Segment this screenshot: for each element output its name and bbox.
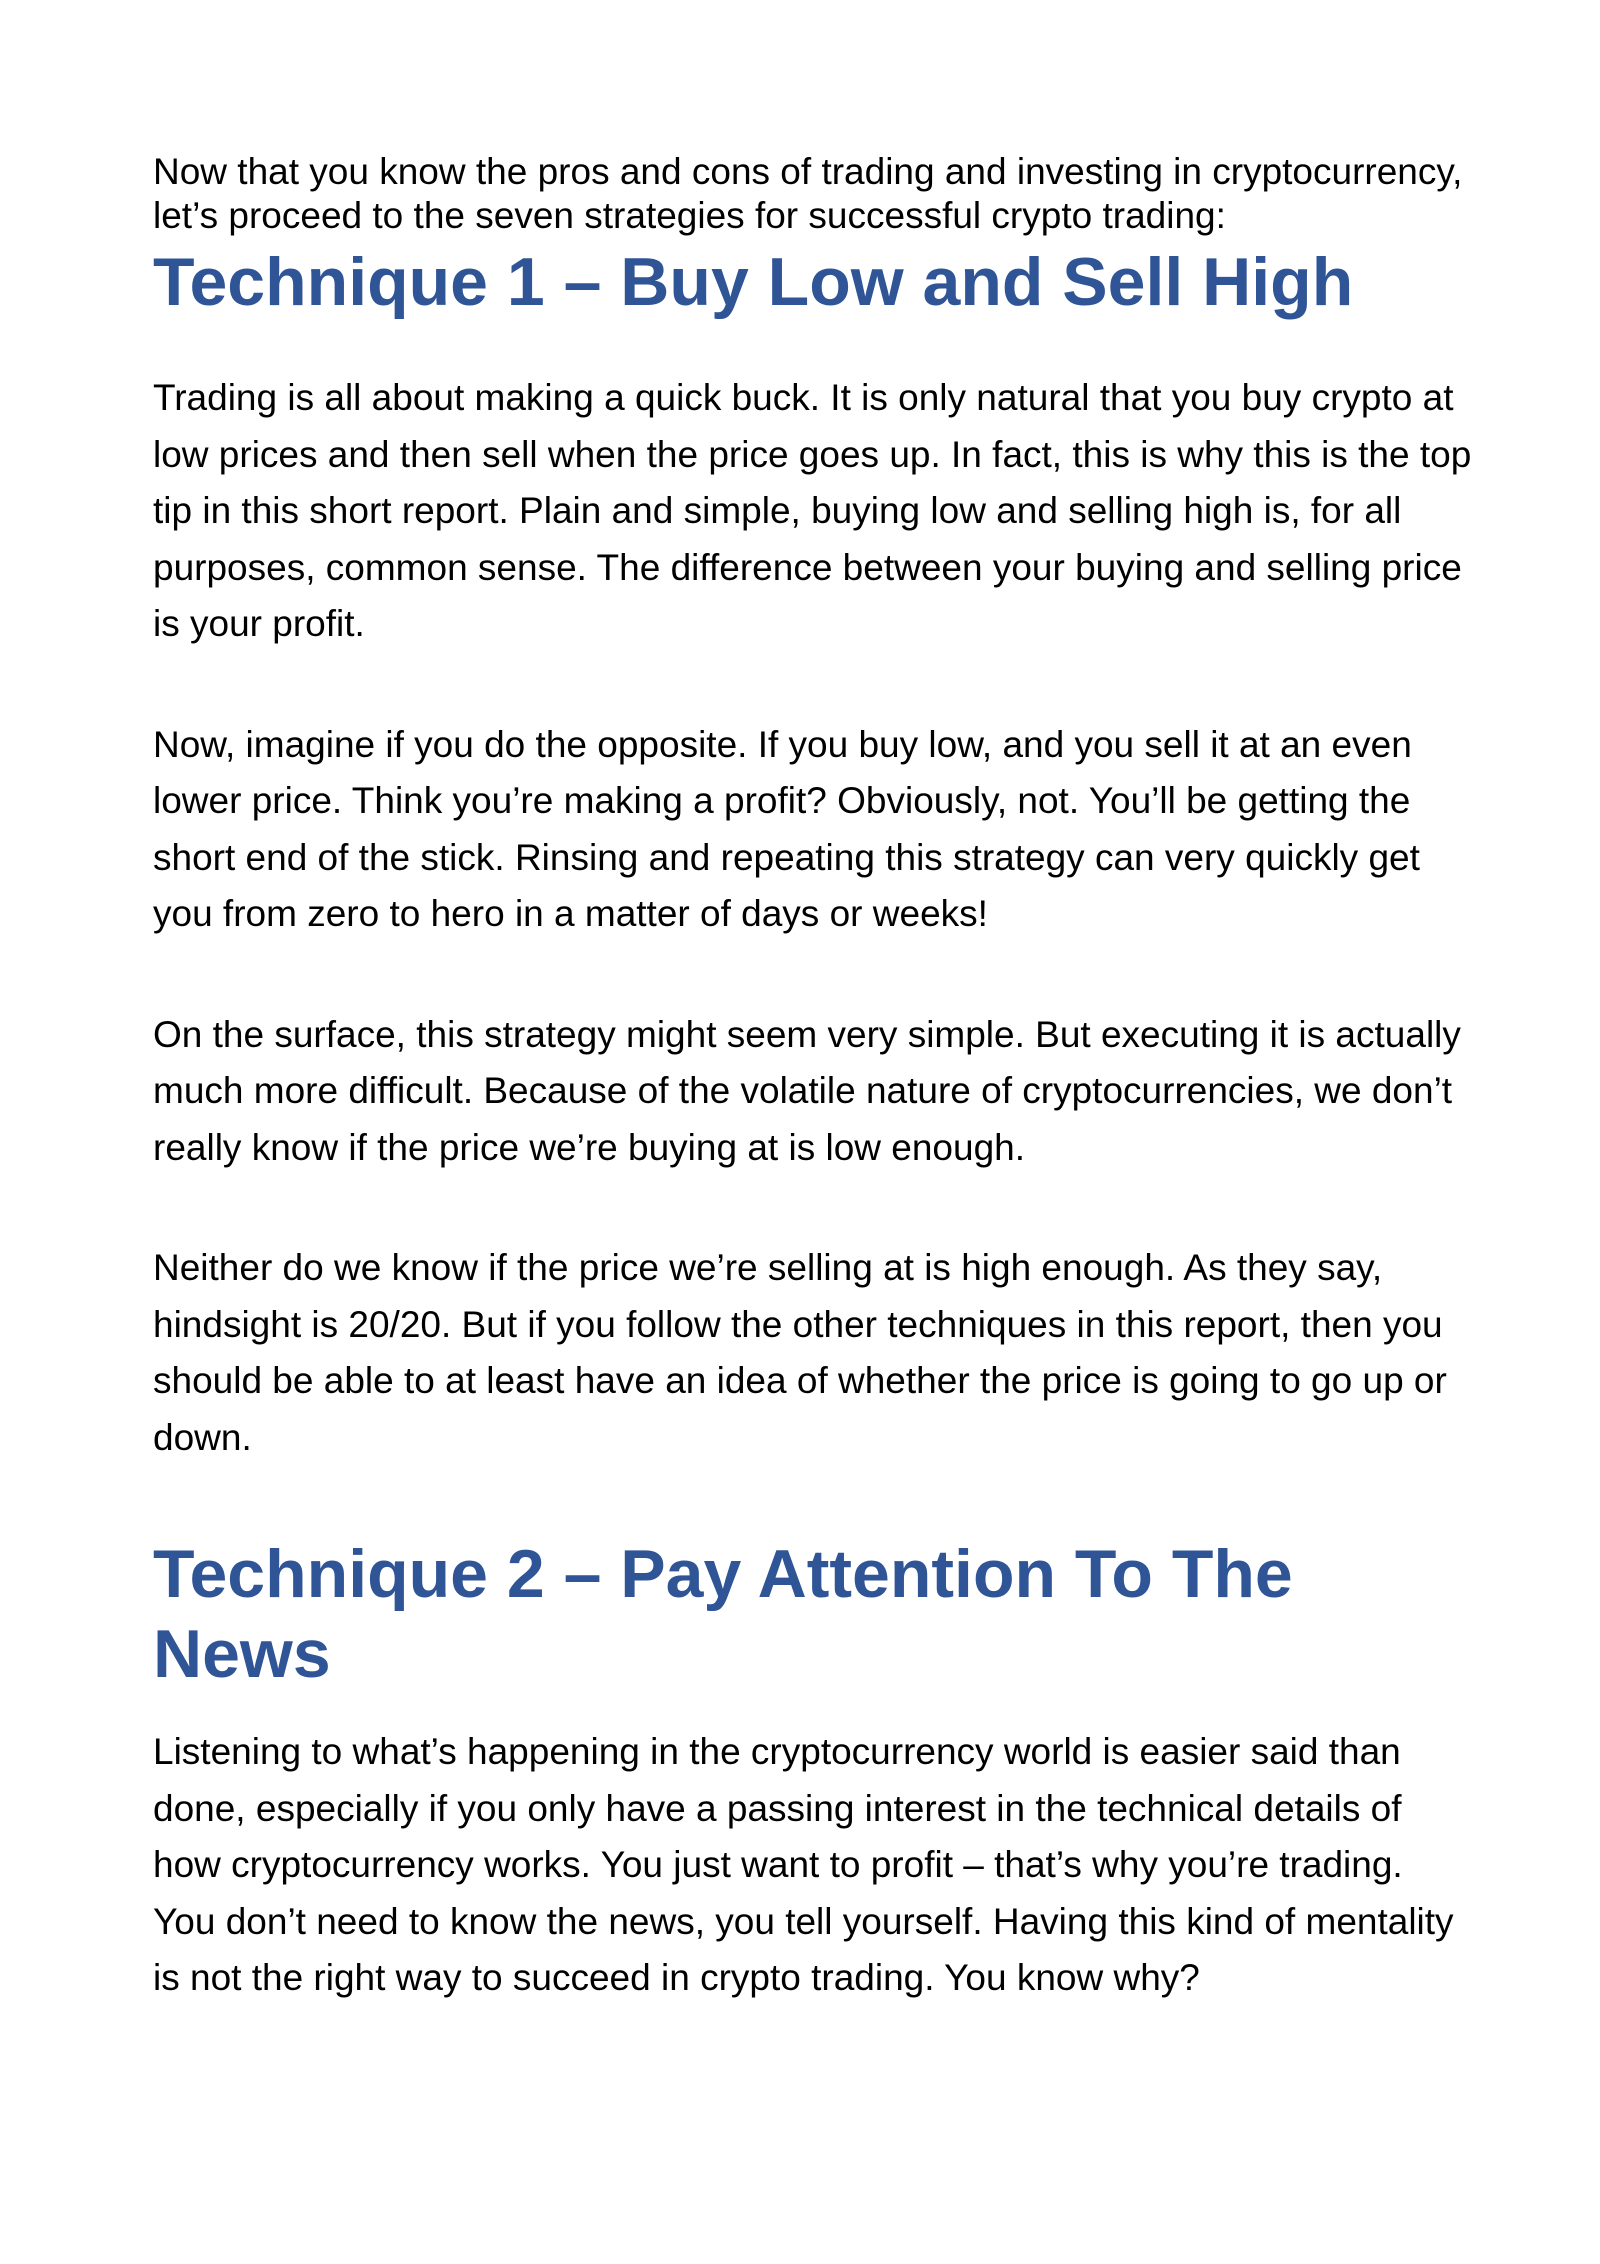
technique-1-heading: Technique 1 – Buy Low and Sell High (153, 244, 1354, 320)
technique-1-paragraph-3: On the surface, this strategy might seem very simple. But executing it is actually much more difficult. Because of the volatile nature of cryptocurrencies, we don’t really know if the price we’re buying at is low enough. (153, 1013, 1461, 1168)
intro-paragraph: Now that you know the pros and cons of trading and investing in cryptocurrency, let’s proceed to the seven strategies for successful crypto trading: (153, 151, 1463, 236)
technique-2-paragraph-1: Listening to what’s happening in the cryptocurrency world is easier said than done, especially if you only have a passing interest in the technical details of how cryptocurrency works. You just want to profit – that’s why you’re trading. You don’t need to know the news, you tell yourself. Having this kind of mentality is not the right way to succeed in crypto trading. You know why? (153, 1731, 1454, 1998)
technique-2-heading: Technique 2 – Pay Attention To The News (153, 1536, 1293, 1692)
document-body (153, 150, 1473, 2007)
technique-1-paragraph-4: Neither do we know if the price we’re selling at is high enough. As they say, hindsight is 20/20. But if you follow the other techniques in this report, then you should be able to at least have an idea of whether the price is going to go up or down. (153, 1247, 1447, 1458)
technique-1-paragraph-1: Trading is all about making a quick buck. It is only natural that you buy crypto at low prices and then sell when the price goes up. In fact, this is why this is the top tip in this short report. Plain and simple, buying low and selling high is, for all purposes, common sense. The difference between your buying and selling price is your profit. (153, 377, 1472, 644)
technique-1-paragraph-2: Now, imagine if you do the opposite. If you buy low, and you sell it at an even lower price. Think you’re making a profit? Obviously, not. You’ll be getting the short end of the stick. Rinsing and repeating this strategy can very quickly get you from zero to hero in a matter of days or weeks! (153, 723, 1420, 934)
